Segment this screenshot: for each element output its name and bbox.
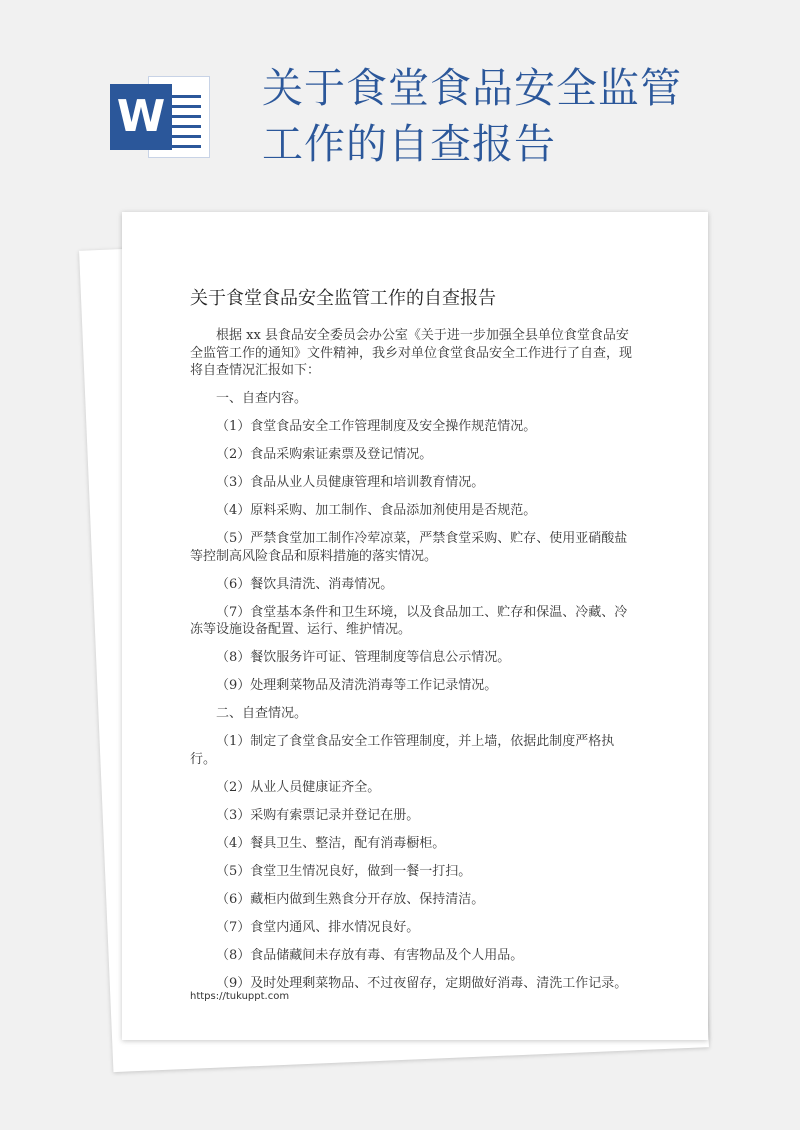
section-heading-1: 一、自查内容。	[216, 391, 308, 406]
section-heading-2: 二、自查情况。	[216, 706, 308, 721]
list-item: （1）制定了食堂食品安全工作管理制度，并上墙，依据此制度严格执行。	[190, 734, 615, 767]
list-item: （2）食品采购索证索票及登记情况。	[216, 447, 433, 462]
list-item: （3）采购有索票记录并登记在册。	[216, 807, 420, 823]
list-item: （4）原料采购、加工制作、食品添加剂使用是否规范。	[216, 503, 537, 518]
hero-title-line-2: 工作的自查报告	[262, 120, 556, 168]
list-item: （6）餐饮具清洗、消毒情况。	[216, 576, 394, 592]
list-item: （7）食堂基本条件和卫生环境，以及食品加工、贮存和保温、冷藏、冷冻等设施设备配置、运行、维护情况。	[190, 604, 628, 637]
list-item: （3）食品从业人员健康管理和培训教育情况。	[216, 475, 485, 490]
intro-paragraph: 根据 xx 县食品安全委员会办公室《关于进一步加强全县单位食堂食品安全监管工作的通知》文件精神，我乡对单位食堂食品安全工作进行了自查，现将自查情况汇报如下：	[190, 328, 633, 378]
document-title: 关于食堂食品安全监管工作的自查报告	[190, 288, 496, 309]
list-item: （9）及时处理剩菜物品、不过夜留存，定期做好消毒、清洗工作记录。	[216, 975, 628, 991]
list-item: （4）餐具卫生、整洁，配有消毒橱柜。	[216, 835, 446, 851]
word-app-icon	[110, 72, 214, 162]
list-item: （5）食堂卫生情况良好，做到一餐一打扫。	[216, 863, 472, 879]
list-item: （2）从业人员健康证齐全。	[216, 779, 381, 795]
hero-title-line-1: 关于食堂食品安全监管	[262, 64, 682, 112]
footer-url: https://tukuppt.com	[190, 991, 290, 1002]
list-item: （8）餐饮服务许可证、管理制度等信息公示情况。	[216, 650, 511, 665]
list-item: （8）食品储藏间未存放有毒、有害物品及个人用品。	[216, 947, 524, 963]
list-item: （7）食堂内通风、排水情况良好。	[216, 919, 420, 935]
hero-title	[262, 60, 702, 172]
document-body	[190, 327, 640, 1003]
word-logo-letter: W	[110, 84, 172, 150]
list-item: （5）严禁食堂加工制作冷荤凉菜，严禁食堂采购、贮存、使用亚硝酸盐等控制高风险食品和原料措施的落实情况。	[190, 531, 628, 564]
list-item: （6）藏柜内做到生熟食分开存放、保持清洁。	[216, 891, 485, 907]
list-item: （9）处理剩菜物品及清洗消毒等工作记录情况。	[216, 678, 498, 693]
list-item: （1）食堂食品安全工作管理制度及安全操作规范情况。	[216, 419, 537, 434]
